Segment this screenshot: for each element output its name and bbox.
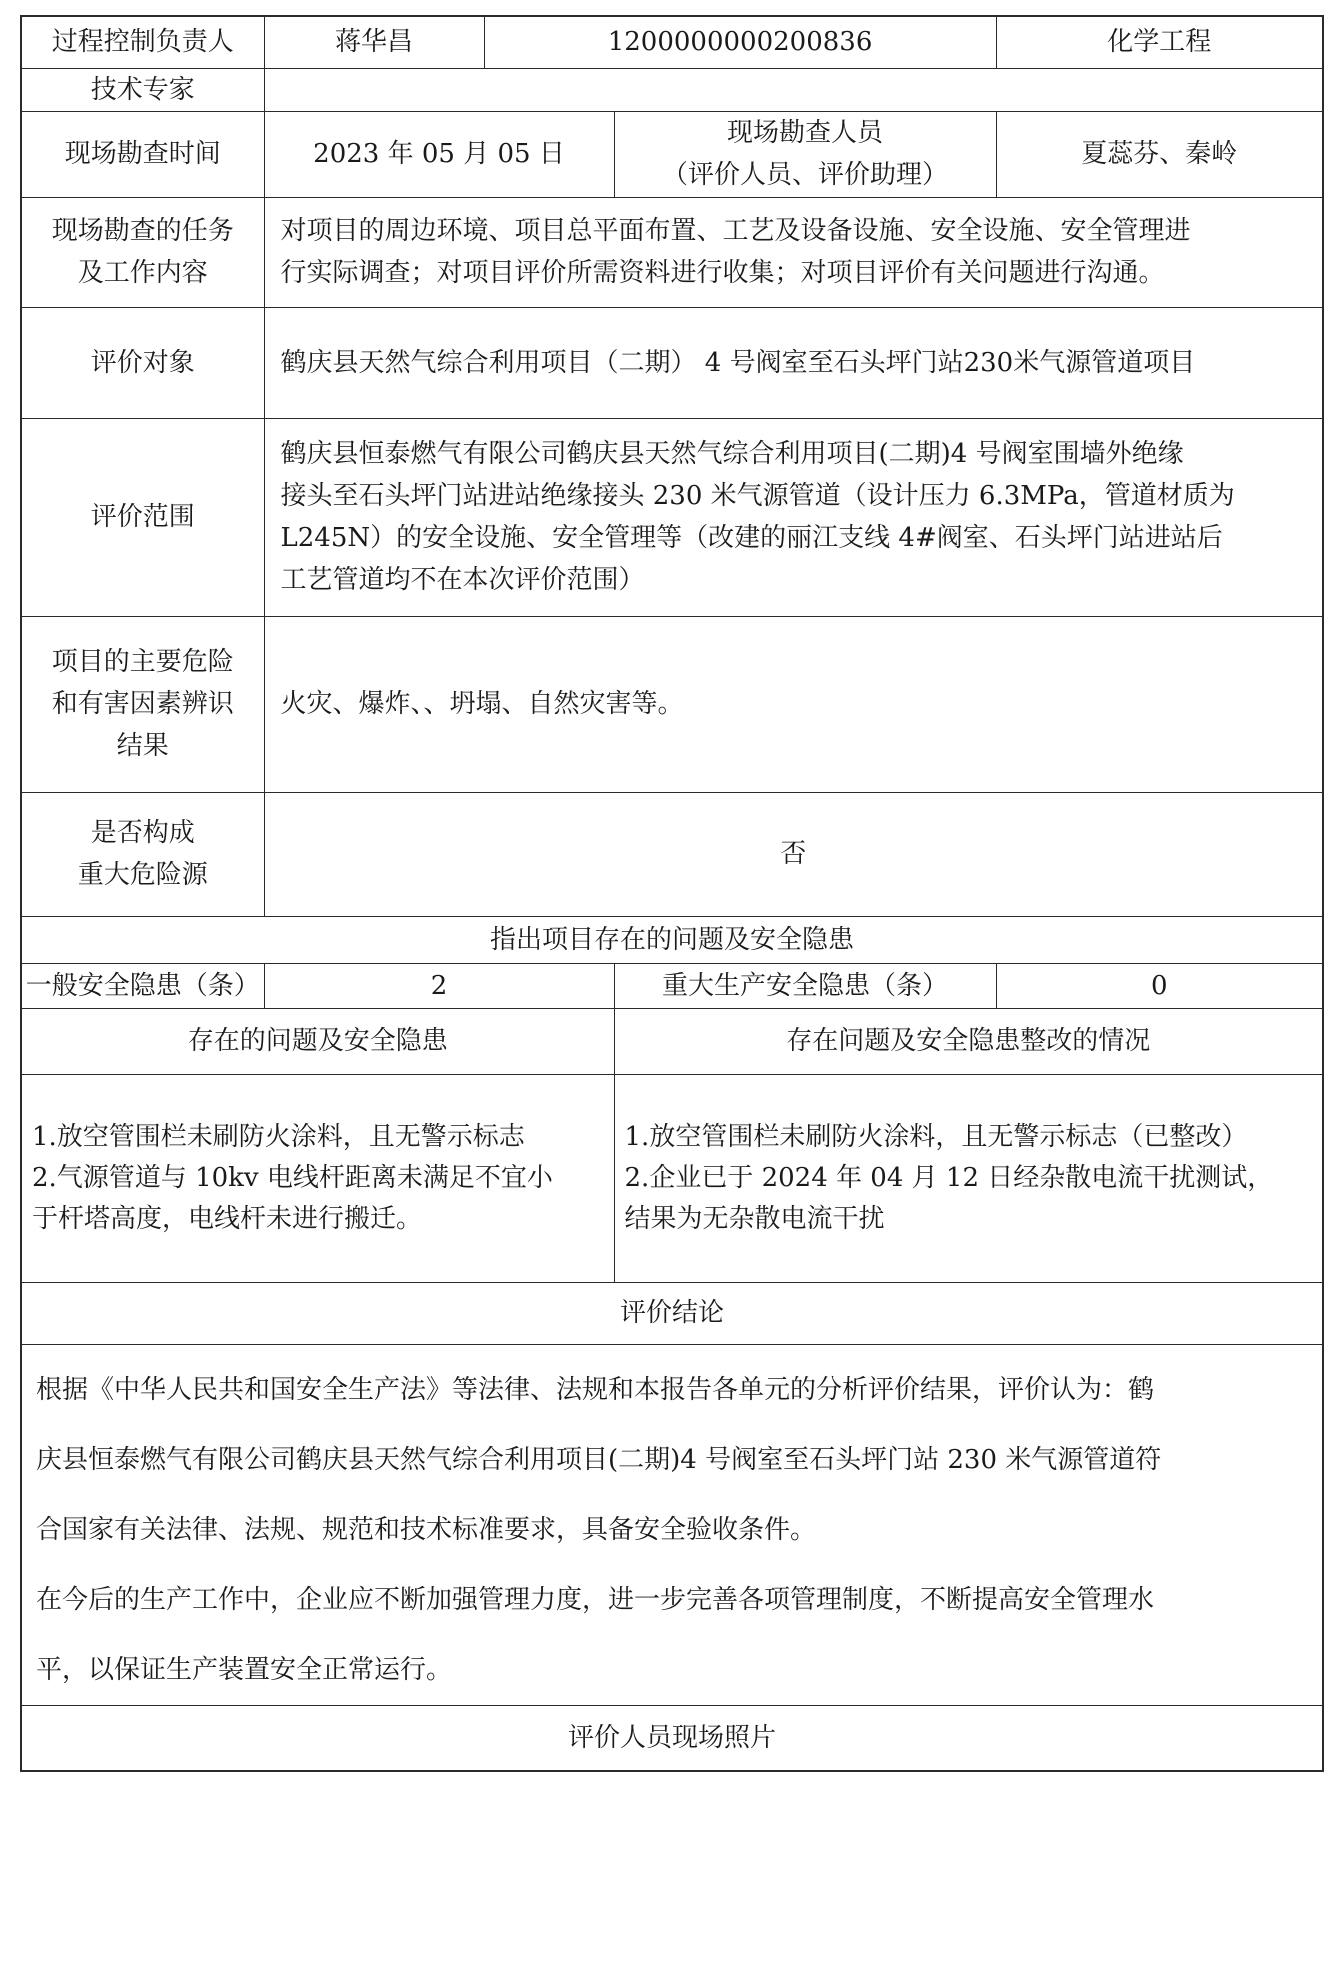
process-control-label: 过程控制负责人 <box>21 16 264 68</box>
rectification-item: 2.企业已于 2024 年 04 月 12 日经杂散电流干扰测试， <box>624 1162 1274 1193</box>
tech-expert-value <box>264 68 1323 111</box>
row-process-control <box>21 16 1323 68</box>
personnel-label-line2: （评价人员、评价助理） <box>662 160 949 190</box>
row-issue-columns <box>21 1008 1323 1074</box>
general-hazard-label: 一般安全隐患（条） <box>21 963 264 1008</box>
major-hazard-count-label: 重大生产安全隐患（条） <box>614 963 996 1008</box>
major-hazard-label-line2: 重大危险源 <box>77 860 208 890</box>
major-hazard-count: 0 <box>996 963 1323 1008</box>
hazards-label-line2: 和有害因素辨识 <box>51 689 234 719</box>
process-control-id: 1200000000200836 <box>484 16 996 68</box>
row-hazards <box>21 616 1323 792</box>
scope-line3: L245N）的安全设施、安全管理等（改建的丽江支线 4#阀室、石头坪门站进站后 <box>280 523 1223 553</box>
issues-left-header: 存在的问题及安全隐患 <box>21 1008 614 1074</box>
process-control-name: 蒋华昌 <box>264 16 484 68</box>
process-control-field: 化学工程 <box>996 16 1323 68</box>
eval-object-value: 鹤庆县天然气综合利用项目（二期） 4 号阀室至石头坪门站230米气源管道项目 <box>264 307 1323 418</box>
tasks-line1: 对项目的周边环境、项目总平面布置、工艺及设备设施、安全设施、安全管理进 <box>280 216 1191 246</box>
rectification-item: 结果为无杂散电流干扰 <box>624 1203 885 1234</box>
eval-scope-value <box>264 418 1323 616</box>
row-photos-header <box>21 1705 1323 1771</box>
issue-item: 于杆塔高度，电线杆未进行搬迁。 <box>32 1203 423 1234</box>
tech-expert-label: 技术专家 <box>21 68 264 111</box>
conclusion-text <box>21 1344 1323 1705</box>
hazards-value: 火灾、爆炸、、坍塌、自然灾害等。 <box>264 616 1323 792</box>
hazards-label <box>21 616 264 792</box>
conclusion-line: 在今后的生产工作中，企业应不断加强管理力度，进一步完善各项管理制度，不断提高安全管理水 <box>36 1584 1155 1615</box>
photos-header: 评价人员现场照片 <box>21 1705 1323 1771</box>
row-issues-header <box>21 916 1323 963</box>
hazards-label-line1: 项目的主要危险 <box>51 647 234 677</box>
row-major-hazard <box>21 792 1323 916</box>
row-issues-details <box>21 1074 1323 1282</box>
survey-time-label: 现场勘查时间 <box>21 111 264 197</box>
issue-item: 2.气源管道与 10kv 电线杆距离未满足不宜小 <box>32 1162 553 1193</box>
conclusion-line: 庆县恒泰燃气有限公司鹤庆县天然气综合利用项目(二期)4 号阀室至石头坪门站 230 米气源管道符 <box>36 1444 1162 1475</box>
issue-item: 1.放空管围栏未刷防火涂料，且无警示标志 <box>32 1121 525 1152</box>
conclusion-line: 根据《中华人民共和国安全生产法》等法律、法规和本报告各单元的分析评价结果，评价认为：鹤 <box>36 1374 1155 1405</box>
survey-personnel-label <box>614 111 996 197</box>
hazards-label-line3: 结果 <box>116 731 169 761</box>
survey-tasks-label <box>21 197 264 307</box>
eval-object-label: 评价对象 <box>21 307 264 418</box>
row-issue-counts <box>21 963 1323 1008</box>
row-conclusion <box>21 1344 1323 1705</box>
major-hazard-label <box>21 792 264 916</box>
scope-line4: 工艺管道均不在本次评价范围） <box>280 565 645 595</box>
row-tech-expert <box>21 68 1323 111</box>
general-hazard-count: 2 <box>264 963 614 1008</box>
evaluation-table <box>20 15 1324 1772</box>
rectification-item: 1.放空管围栏未刷防火涂料，且无警示标志（已整改） <box>624 1121 1248 1152</box>
issues-right-header: 存在问题及安全隐患整改的情况 <box>614 1008 1323 1074</box>
tasks-line2: 行实际调查；对项目评价所需资料进行收集；对项目评价有关问题进行沟通。 <box>280 258 1165 288</box>
row-survey-time <box>21 111 1323 197</box>
evaluation-form <box>20 15 1322 1772</box>
scope-line1: 鹤庆县恒泰燃气有限公司鹤庆县天然气综合利用项目(二期)4 号阀室围墙外绝缘 <box>280 439 1184 469</box>
eval-scope-label: 评价范围 <box>21 418 264 616</box>
row-conclusion-header <box>21 1282 1323 1344</box>
tasks-label-line1: 现场勘查的任务 <box>51 216 234 246</box>
survey-date: 2023 年 05 月 05 日 <box>264 111 614 197</box>
conclusion-line: 合国家有关法律、法规、规范和技术标准要求，具备安全验收条件。 <box>36 1514 817 1545</box>
conclusion-header: 评价结论 <box>21 1282 1323 1344</box>
row-eval-object <box>21 307 1323 418</box>
conclusion-line: 平，以保证生产装置安全正常运行。 <box>36 1654 453 1685</box>
issues-list <box>21 1074 614 1282</box>
survey-tasks-value <box>264 197 1323 307</box>
scope-line2: 接头至石头坪门站进站绝缘接头 230 米气源管道（设计压力 6.3MPa，管道材质为 <box>280 481 1235 511</box>
major-hazard-label-line1: 是否构成 <box>90 818 195 848</box>
rectification-list <box>614 1074 1323 1282</box>
row-survey-tasks <box>21 197 1323 307</box>
tasks-label-line2: 及工作内容 <box>77 258 208 288</box>
personnel-label-line1: 现场勘查人员 <box>727 118 884 148</box>
major-hazard-value: 否 <box>264 792 1323 916</box>
survey-personnel: 夏蕊芬、秦岭 <box>996 111 1323 197</box>
row-eval-scope <box>21 418 1323 616</box>
issues-header: 指出项目存在的问题及安全隐患 <box>21 916 1323 963</box>
